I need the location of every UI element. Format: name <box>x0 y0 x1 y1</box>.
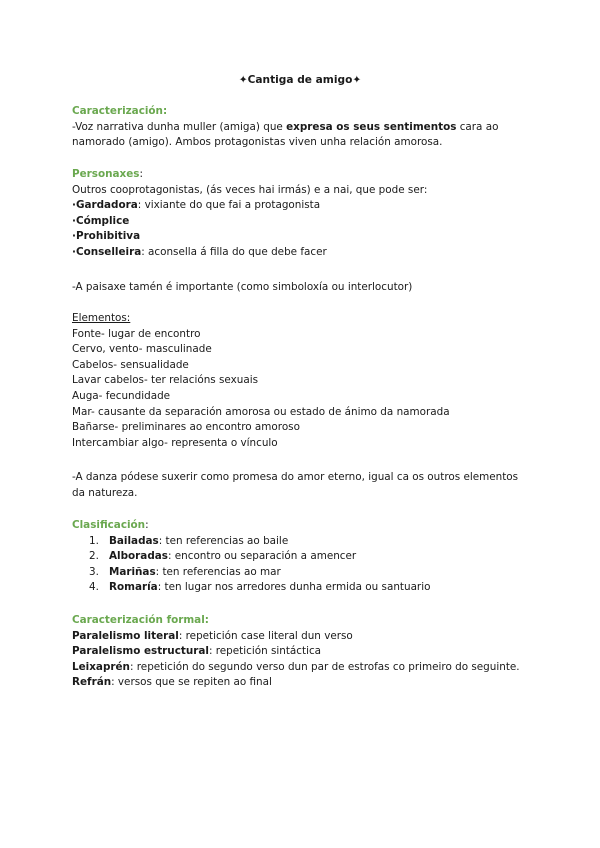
formal-item-name: Paralelismo estructural <box>72 645 209 658</box>
formal-item <box>72 629 532 645</box>
elementos-item: Bañarse- preliminares ao encontro amoroso <box>72 421 300 434</box>
clasificacion-item-name: Bailadas <box>109 534 159 547</box>
formal-item-desc: : repetición do segundo verso dun par de estrofas co primeiro do seguinte. <box>129 660 520 673</box>
danza-note <box>72 470 532 501</box>
paisaxe-note: -A paisaxe tamén é importante (como simboloxía ou interlocutor) <box>72 281 413 293</box>
personaxes-item-name: ·Conselleira <box>72 245 142 258</box>
clasificacion-item-desc: : ten referencias ao baile <box>158 534 289 547</box>
clasificacion-item <box>72 534 532 550</box>
clasificacion-list <box>72 534 532 596</box>
list-number: 4. <box>89 581 99 594</box>
personaxes-item-name: ·Prohibitiva <box>72 230 141 243</box>
caracterizacion-bold: expresa os seus sentimentos <box>286 120 457 133</box>
elementos-item: Cervo, vento- masculinade <box>72 343 212 356</box>
clasificacion-item-name: Romaría <box>109 581 158 594</box>
elementos-item: Fonte- lugar de encontro <box>72 327 201 340</box>
formal-item-desc: : repetición sintáctica <box>208 645 322 658</box>
elementos-item: Lavar cabelos- ter relacións sexuais <box>72 374 259 387</box>
caracterizacion-text-pre: -Voz narrativa dunha muller (amiga) que <box>72 120 287 133</box>
clasificacion-item-desc: : ten lugar nos arredores dunha ermida ou santuario <box>157 581 431 594</box>
personaxes-item <box>72 214 532 230</box>
elementos-item: Cabelos- sensualidade <box>72 358 189 371</box>
caracterizacion-heading: Caracterización: <box>72 105 168 117</box>
elementos-item: Mar- causante da separación amorosa ou estado de ánimo da namorada <box>72 405 450 418</box>
clasificacion-item <box>72 549 532 565</box>
section-elementos <box>72 311 532 451</box>
section-caracterizacion <box>72 104 532 151</box>
clasificacion-item-desc: : ten referencias ao mar <box>155 565 281 578</box>
caracterizacion-text-post: cara ao <box>456 120 499 133</box>
clasificacion-item-name: Mariñas <box>109 565 156 578</box>
formal-item-name: Paralelismo literal <box>72 629 179 642</box>
danza-line2: da natureza. <box>72 486 138 499</box>
personaxes-item <box>72 245 532 261</box>
danza-line1: -A danza pódese suxerir como promesa do amor eterno, igual ca os outros elementos <box>72 471 519 483</box>
formal-item-name: Refrán <box>72 676 112 689</box>
list-number: 3. <box>89 565 99 578</box>
page-title: ✦Cantiga de amigo✦ <box>238 74 362 86</box>
clasificacion-item <box>72 580 532 596</box>
personaxes-item-name: ·Cómplice <box>72 214 130 227</box>
clasificacion-item-name: Alboradas <box>109 550 168 563</box>
personaxes-item-name: ·Gardadora <box>72 199 138 212</box>
caracterizacion-line1 <box>72 120 532 136</box>
personaxes-heading: Personaxes <box>72 168 140 180</box>
clasificacion-heading: Clasificación <box>72 519 146 531</box>
clasificacion-item-desc: : encontro ou separación a amencer <box>167 550 357 563</box>
section-personaxes <box>72 167 532 261</box>
caracterizacion-line2: namorado (amigo). Ambos protagonistas viven unha relación amorosa. <box>72 136 443 149</box>
elementos-heading: Elementos: <box>72 312 131 324</box>
section-formal <box>72 613 532 691</box>
formal-item <box>72 644 532 660</box>
elementos-item: Auga- fecundidade <box>72 389 171 402</box>
personaxes-item-desc: : aconsella á filla do que debe facer <box>141 245 327 258</box>
personaxes-colon: : <box>139 168 143 180</box>
formal-item <box>72 675 532 691</box>
formal-item-desc: : versos que se repiten ao final <box>111 676 272 689</box>
formal-item-desc: : repetición case literal dun verso <box>178 629 353 642</box>
personaxes-item-desc: : vixiante do que fai a protagonista <box>137 199 321 212</box>
formal-item-name: Leixaprén <box>72 660 130 673</box>
clasificacion-heading-line <box>72 518 532 534</box>
personaxes-item <box>72 198 532 214</box>
clasificacion-item <box>72 565 532 581</box>
list-number: 1. <box>89 534 99 547</box>
list-number: 2. <box>89 550 99 563</box>
formal-item <box>72 660 532 676</box>
clasificacion-colon: : <box>145 519 149 531</box>
formal-heading: Caracterización formal: <box>72 614 209 626</box>
personaxes-heading-line <box>72 167 532 183</box>
personaxes-item <box>72 229 532 245</box>
personaxes-intro: Outros cooprotagonistas, (ás veces hai irmás) e a nai, que pode ser: <box>72 183 428 196</box>
section-clasificacion <box>72 518 532 596</box>
elementos-item: Intercambiar algo- representa o vínculo <box>72 436 278 449</box>
